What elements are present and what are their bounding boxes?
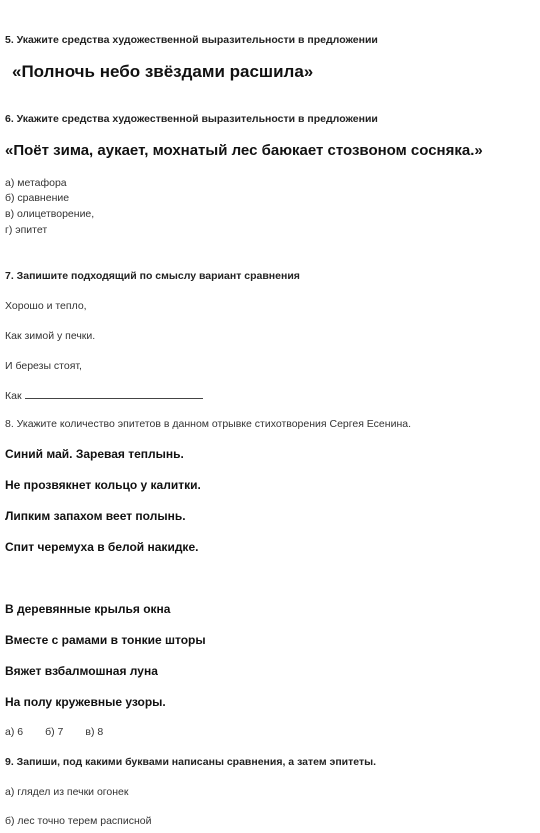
q7-title: 7. Запишите подходящий по смыслу вариант сравнения [5,270,300,282]
q6-option-a: а) метафора [5,177,67,189]
q8-stanza1-line-1: Синий май. Заревая теплынь. [5,447,184,461]
q8-options [5,726,103,738]
q9-item-b: б) лес точно терем расписной [5,815,152,827]
q8-stanza2-line-2: Вместе с рамами в тонкие шторы [5,633,206,647]
q5-title: 5. Укажите средства художественной выразительности в предложении [5,34,378,46]
q8-title: 8. Укажите количество эпитетов в данном отрывке стихотворения Сергея Есенина. [5,418,411,430]
q8-option-b: б) 7 [45,726,64,738]
q9-title: 9. Запиши, под какими буквами написаны сравнения, а затем эпитеты. [5,756,376,768]
q7-blank-line [5,390,203,402]
q6-title: 6. Укажите средства художественной выразительности в предложении [5,113,378,125]
q8-stanza1-line-2: Не прозвякнет кольцо у калитки. [5,478,201,492]
q5-sentence: «Полночь небо звёздами расшила» [12,62,314,81]
q8-stanza2-line-4: На полу кружевные узоры. [5,695,166,709]
q7-line-1: Хорошо и тепло, [5,300,87,312]
q6-sentence: «Поёт зима, аукает, мохнатый лес баюкает стозвоном сосняка.» [5,142,483,159]
q8-stanza2-line-1: В деревянные крылья окна [5,602,171,616]
q9-item-a: а) глядел из печки огонек [5,786,129,798]
q7-answer-blank[interactable] [25,398,203,399]
q6-option-c: в) олицетворение, [5,208,95,220]
q8-option-c: в) 8 [85,726,104,738]
q8-stanza1-line-4: Спит черемуха в белой накидке. [5,540,199,554]
q7-blank-prefix: Как [5,390,22,402]
q8-stanza2-line-3: Вяжет взбалмошная луна [5,664,158,678]
q6-option-d: г) эпитет [5,224,48,236]
q8-stanza1-line-3: Липким запахом веет полынь. [5,509,186,523]
q8-option-a: а) 6 [5,726,24,738]
q7-line-3: И березы стоят, [5,360,82,372]
q7-line-2: Как зимой у печки. [5,330,96,342]
q6-option-b: б) сравнение [5,192,70,204]
